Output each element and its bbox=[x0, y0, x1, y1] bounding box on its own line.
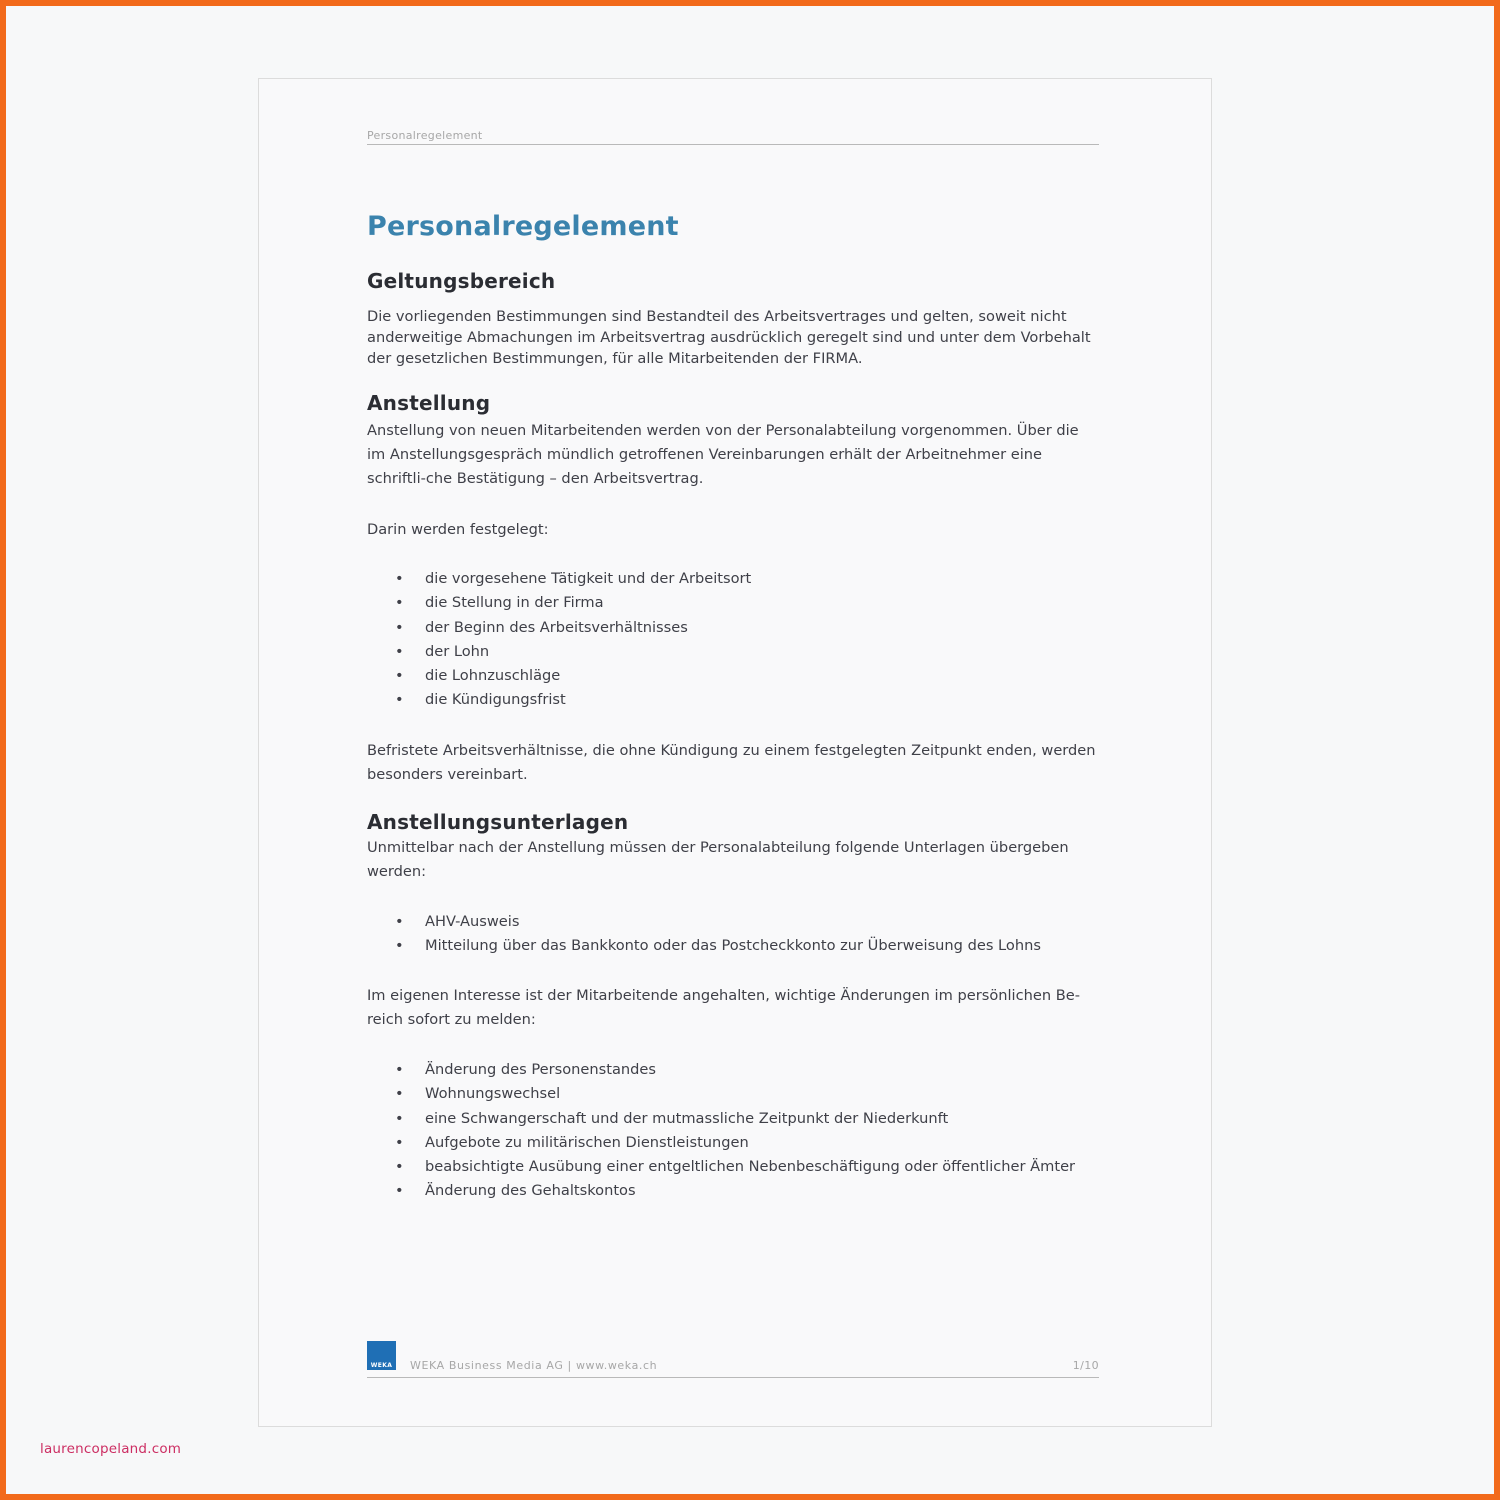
weka-logo-text: WEKA bbox=[370, 1362, 393, 1369]
list-item: • Änderung des Personenstandes bbox=[367, 1058, 1099, 1082]
list-item: • die vorgesehene Tätigkeit und der Arbeitsort bbox=[367, 567, 1099, 591]
anstellung-closing: Befristete Arbeitsverhältnisse, die ohne Kündigung zu einem festgelegten Zeitpunkt enden, werden besonders vereinbart. bbox=[367, 742, 1096, 783]
running-header: Personalregelement bbox=[367, 129, 1099, 145]
document-title: Personalregelement bbox=[367, 211, 679, 242]
page-footer bbox=[367, 1341, 1099, 1378]
footer-company: WEKA Business Media AG | www.weka.ch bbox=[410, 1359, 658, 1372]
list-item: • die Stellung in der Firma bbox=[367, 591, 1099, 615]
list-item: • Änderung des Gehaltskontos bbox=[367, 1179, 1099, 1203]
watermark-text: laurencopeland.com bbox=[40, 1441, 182, 1457]
list-item: • der Lohn bbox=[367, 640, 1099, 664]
list-item: • eine Schwangerschaft und der mutmassliche Zeitpunkt der Niederkunft bbox=[367, 1107, 1099, 1131]
anstellung-paragraph: Anstellung von neuen Mitarbeitenden werden von der Personalabteilung vorgenommen. Über die im Anstellungsgespräch mündlich getroffenen Vereinbarungen erhält der Arbeitnehmer eine schriftli-che Bestätigung – den Arbeitsvertrag. bbox=[367, 422, 1079, 487]
list-item: • die Lohnzuschläge bbox=[367, 664, 1099, 688]
anstellungsunterlagen-paragraph-2: Im eigenen Interesse ist der Mitarbeitende angehalten, wichtige Änderungen im persönlichen Be-reich sofort zu melden: bbox=[367, 987, 1080, 1028]
document-page bbox=[258, 78, 1212, 1427]
weka-logo bbox=[367, 1341, 396, 1370]
aenderungen-list bbox=[367, 1058, 1099, 1204]
list-item: • Wohnungswechsel bbox=[367, 1082, 1099, 1106]
list-item: • Aufgebote zu militärischen Dienstleistungen bbox=[367, 1131, 1099, 1155]
anstellungsunterlagen-list bbox=[367, 910, 1099, 959]
list-item: • der Beginn des Arbeitsverhältnisses bbox=[367, 616, 1099, 640]
anstellung-list bbox=[367, 567, 1099, 713]
list-item: • beabsichtigte Ausübung einer entgeltlichen Nebenbeschäftigung oder öffentlicher Ämter bbox=[367, 1155, 1099, 1179]
section-heading-anstellung: Anstellung bbox=[367, 391, 491, 415]
anstellungsunterlagen-paragraph: Unmittelbar nach der Anstellung müssen der Personalabteilung folgende Unterlagen übergeben werden: bbox=[367, 839, 1069, 880]
section-heading-geltungsbereich: Geltungsbereich bbox=[367, 269, 556, 293]
anstellung-intro: Darin werden festgelegt: bbox=[367, 521, 549, 538]
section-heading-anstellungsunterlagen: Anstellungsunterlagen bbox=[367, 810, 629, 834]
list-item: • Mitteilung über das Bankkonto oder das Postcheckkonto zur Überweisung des Lohns bbox=[367, 934, 1099, 958]
list-item: • AHV-Ausweis bbox=[367, 910, 1099, 934]
geltungsbereich-paragraph: Die vorliegenden Bestimmungen sind Bestandteil des Arbeitsvertrages und gelten, soweit nicht anderweitige Abmachungen im Arbeitsvertrag ausdrücklich geregelt sind und unter dem Vorbehalt der gesetzlichen Bestimmungen, für alle Mitarbeitenden der FIRMA. bbox=[367, 308, 1091, 367]
page-number: 1/10 bbox=[1072, 1359, 1099, 1372]
list-item: • die Kündigungsfrist bbox=[367, 688, 1099, 712]
